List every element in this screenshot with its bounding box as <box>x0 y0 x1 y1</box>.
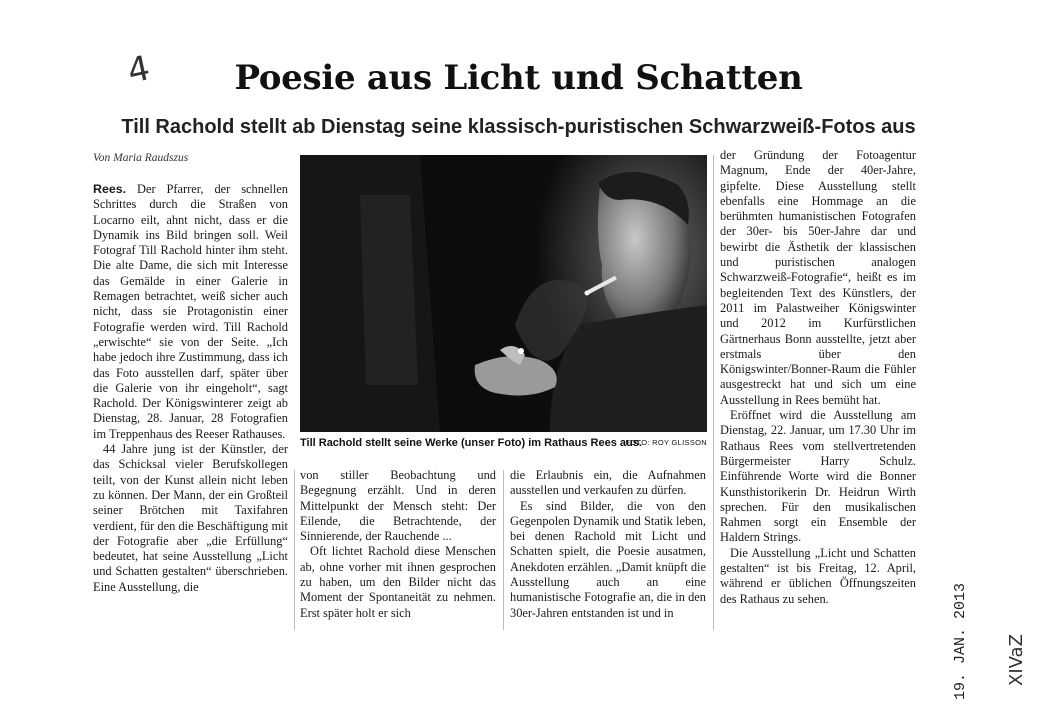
article-photo <box>300 155 707 432</box>
paragraph: Die Ausstellung „Licht und Schatten gestalten“ ist bis Freitag, 12. April, während er üblichen Öffnungszeiten des Rathaus zu sehen. <box>720 545 916 606</box>
paragraph: die Erlaubnis ein, die Aufnahmen ausstellen und verkaufen zu dürfen. <box>510 468 706 498</box>
paragraph-text: Der Pfarrer, der schnellen Schrittes durch die Straßen von Locarno eilt, ahnt nicht, dass er die Dynamik ins Bild bringen soll. Weil Fotograf Till Rachold hinter ihm steht. Die alte Dame, die sich mit Interesse das Gemälde in einer Galerie in Remagen betrachtet, weiß sicher auch nicht, dass sie Protagonistin einer Fotografie werden wird. Till Rachold „erwischte“ sie von der Seite. „Ich habe jedoch ihre Zustimmung, dass ich das Foto ausstellen darf, später über die Galerie von ihr eingeholt“, sagt Rachold. Der Königswinterer zeigt ab Dienstag, 28. Januar, 28 Fotografien im Treppenhaus des Reeser Rathauses. <box>93 182 288 441</box>
column-1 <box>93 182 288 595</box>
headline: Poesie aus Licht und Schatten <box>234 58 803 98</box>
dateline: Rees. <box>93 182 127 196</box>
corner-handwritten-mark: 4 <box>124 48 154 92</box>
column-4 <box>720 148 916 607</box>
column-divider <box>294 470 295 630</box>
column-2 <box>300 468 496 621</box>
paragraph: der Gründung der Fotoagentur Magnum, Ende der 40er-Jahre, gipfelte. Diese Ausstellung stellt ebenfalls eine Hommage an die berühmten humanistischen Fotografen der 30er- bis 50er-Jahre dar und bewirbt die Ästhetik der klassischen und puristischen analogen Schwarzweiß-Fotografie“, heißt es im begleitenden Text des Künstlers, der 2011 im Palastweiher Königswinter und 2012 im Kurfürstlichen Gärtnerhaus Bonn ausstellte, jetzt aber erstmals über den Königswinter/Bonner-Raum die Fühler ausgestreckt hat und sich um eine Ausstellung in Rees bemüht hat. <box>720 148 916 407</box>
caption-text: Till Rachold stellt seine Werke (unser Foto) im Rathaus Rees aus. <box>300 437 642 449</box>
photo-caption <box>300 437 707 453</box>
photo-portrait-smoker <box>300 155 707 432</box>
column-divider <box>503 470 504 630</box>
paragraph: 44 Jahre jung ist der Künstler, der das Schicksal vieler Berufskollegen teilt, von der Kunst allein nicht leben zu können. Der Mann, der ein Großteil seiner Brötchen mit Taxifahren verdient, für den die Beschäftigung mit der Fotografie aber „die Erfüllung“ bedeutet, hat seine Ausstellung „Licht und Schatten gestalten“ überschrieben. Eine Ausstellung, die <box>93 442 288 594</box>
paragraph: Oft lichtet Rachold diese Menschen ab, ohne vorher mit ihnen gesprochen zu haben, um den Bilder nicht das Moment der Spontaneität zu nehmen. Erst später holt er sich <box>300 544 496 620</box>
date-stamp: 19. JAN. 2013 <box>952 582 969 700</box>
paragraph: Eröffnet wird die Ausstellung am Dienstag, 22. Januar, um 17.30 Uhr im Rathaus Rees vom stellvertretenden Bürgermeister Harry Schulz. Einführende Worte wird die Bonner Kunsthistorikerin Dr. Heidrun Wirth sprechen. Für den musikalischen Rahmen sorgt ein Ensemble der Haldern Strings. <box>720 408 916 545</box>
handwritten-note: XIVaZ <box>1006 634 1027 686</box>
paragraph: Es sind Bilder, die von den Gegenpolen Dynamik und Statik leben, bei denen Rachold mit Licht und Schatten spielt, die Poesie ausatmen, Anekdoten erzählen. „Damit knüpft die Ausstellung auch an eine humanistische Fotografie an, die in den 30er-Jahren entstanden ist und in <box>510 498 706 620</box>
subheadline: Till Rachold stellt ab Dienstag seine klassisch-puristischen Schwarzweiß-Fotos aus <box>121 116 916 138</box>
column-3 <box>510 468 706 621</box>
column-divider <box>713 155 714 630</box>
paragraph <box>93 182 288 442</box>
paragraph: von stiller Beobachtung und Begegnung erzählt. Und in deren Mittelpunkt der Mensch steht: Der Eilende, die Betrachtende, der Sinnierende, der Rauchende ... <box>300 468 496 544</box>
byline: Von Maria Raudszus <box>93 152 189 164</box>
photo-credit: FOTO: ROY GLISSON <box>625 438 707 447</box>
